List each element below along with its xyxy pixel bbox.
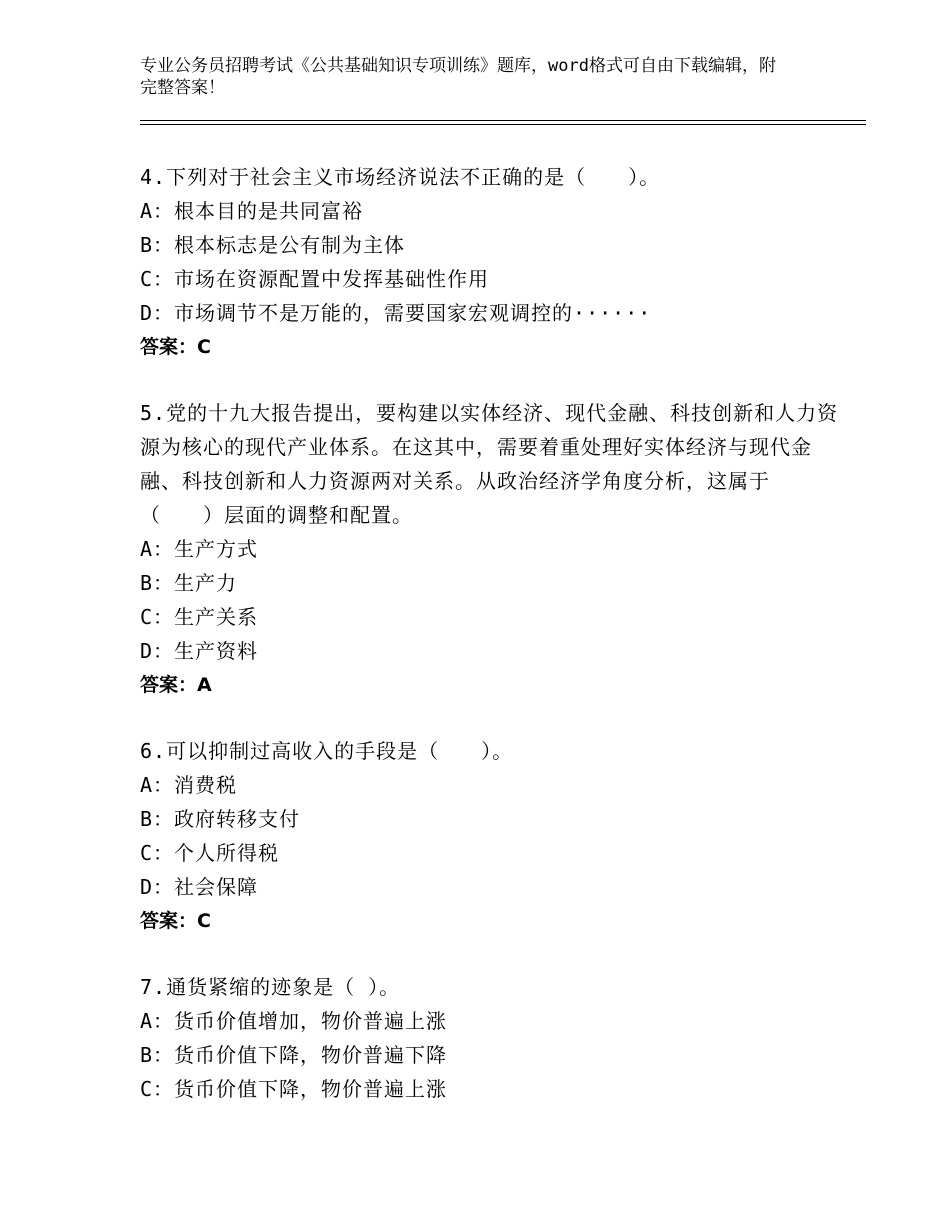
option-b: B：政府转移支付 [140, 807, 301, 831]
option-c: C：货币价值下降，物价普遍上涨 [140, 1077, 448, 1101]
option-a: A：生产方式 [140, 537, 259, 561]
question-5 [140, 396, 840, 702]
question-stem: 4.下列对于社会主义市场经济说法不正确的是（ ）。 [140, 165, 661, 189]
option-b: B：货币价值下降，物价普遍下降 [140, 1043, 448, 1067]
option-d: D：社会保障 [140, 875, 259, 899]
question-list [140, 160, 840, 1138]
option-a: A：货币价值增加，物价普遍上涨 [140, 1009, 448, 1033]
option-c: C：市场在资源配置中发挥基础性作用 [140, 267, 490, 291]
option-c: C：生产关系 [140, 605, 259, 629]
question-7 [140, 970, 840, 1106]
header-divider [140, 124, 866, 125]
option-b: B：生产力 [140, 571, 238, 595]
option-c: C：个人所得税 [140, 841, 280, 865]
option-d: D：生产资料 [140, 639, 259, 663]
question-4 [140, 160, 840, 364]
option-d: D：市场调节不是万能的，需要国家宏观调控的······ [140, 301, 652, 325]
answer-label: 答案：A [140, 674, 212, 696]
option-a: A：消费税 [140, 773, 238, 797]
option-b: B：根本标志是公有制为主体 [140, 233, 406, 257]
header-divider [140, 120, 866, 121]
answer-label: 答案：C [140, 336, 211, 358]
document-header: 专业公务员招聘考试《公共基础知识专项训练》题库，word格式可自由下载编辑，附完整答案！ [140, 56, 776, 98]
question-stem: 6.可以抑制过高收入的手段是（ ）。 [140, 739, 514, 763]
answer-label: 答案：C [140, 910, 211, 932]
question-stem: 5.党的十九大报告提出，要构建以实体经济、现代金融、科技创新和人力资源为核心的现代产业体系。在这其中，需要着重处理好实体经济与现代金融、科技创新和人力资源两对关系。从政治经济学角度分析，这属于（ ）层面的调整和配置。 [140, 401, 839, 527]
question-6 [140, 734, 840, 938]
option-a: A：根本目的是共同富裕 [140, 199, 364, 223]
question-stem: 7.通货紧缩的迹象是（ ）。 [140, 975, 401, 999]
